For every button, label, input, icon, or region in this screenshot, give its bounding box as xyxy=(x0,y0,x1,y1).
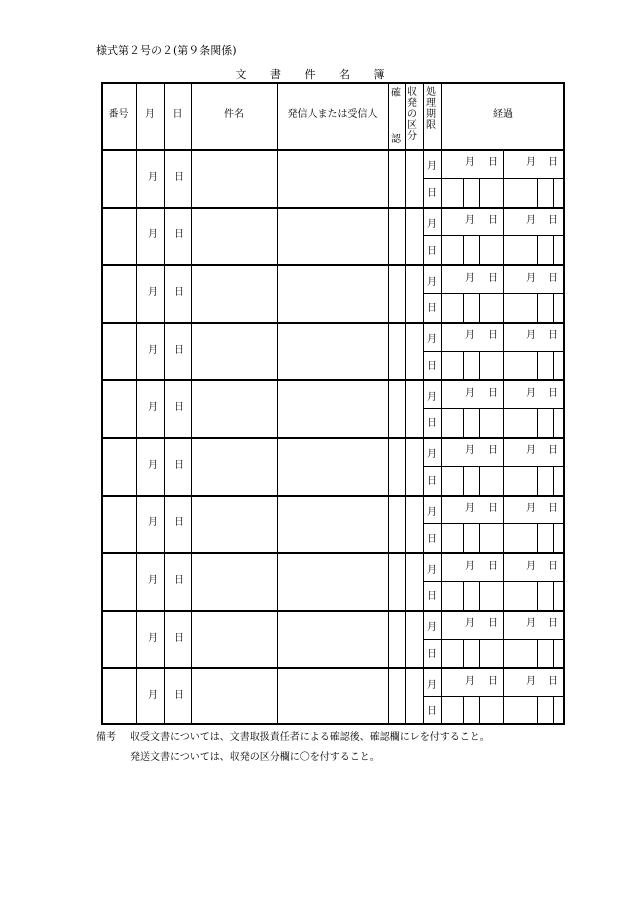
progress-month-label-2: 月 xyxy=(526,387,536,399)
deadline-split xyxy=(423,581,441,582)
progress-subcolumn xyxy=(537,235,538,264)
progress-subcolumn xyxy=(503,581,504,610)
progress-subcolumn xyxy=(553,293,554,322)
progress-subcolumn xyxy=(553,696,554,725)
progress-divider xyxy=(503,264,504,293)
progress-subcolumn xyxy=(537,351,538,380)
row-divider xyxy=(101,552,565,554)
header-confirm-top: 確 xyxy=(391,88,401,99)
progress-day-label-2: 日 xyxy=(548,675,558,687)
progress-divider xyxy=(503,149,504,178)
progress-month-label: 月 xyxy=(465,157,475,169)
progress-subcolumn xyxy=(537,696,538,725)
progress-subcolumn xyxy=(479,639,480,668)
header-deadline xyxy=(424,87,438,131)
deadline-month-label: 月 xyxy=(427,391,437,403)
progress-month-label: 月 xyxy=(465,330,475,342)
progress-day-label-1: 日 xyxy=(488,157,498,169)
column-line xyxy=(164,82,165,725)
progress-divider xyxy=(503,667,504,696)
progress-subcolumn xyxy=(553,581,554,610)
progress-month-label-2: 月 xyxy=(526,675,536,687)
deadline-day-label: 日 xyxy=(427,360,437,372)
progress-subcolumn xyxy=(537,581,538,610)
row-day-label: 日 xyxy=(174,517,184,529)
progress-day-label-1: 日 xyxy=(488,503,498,514)
send-receive-type-char: 区 xyxy=(407,120,417,131)
column-line xyxy=(277,82,278,725)
progress-day-label-1: 日 xyxy=(488,387,498,399)
header-day: 日 xyxy=(172,109,183,120)
header-number: 番号 xyxy=(108,109,129,120)
deadline-split xyxy=(423,408,441,409)
progress-subcolumn xyxy=(463,293,464,322)
deadline-day-label: 日 xyxy=(427,303,437,315)
send-receive-type-char: 分 xyxy=(407,131,417,142)
deadline-split xyxy=(423,178,441,179)
remarks xyxy=(96,728,490,768)
row-day-label: 日 xyxy=(174,344,184,356)
progress-month-label-2: 月 xyxy=(526,157,536,169)
progress-day-label-1: 日 xyxy=(488,272,498,284)
progress-subcolumn xyxy=(537,408,538,437)
progress-day-label-1: 日 xyxy=(488,675,498,687)
deadline-month-label: 月 xyxy=(427,334,437,346)
progress-subcolumn xyxy=(463,466,464,495)
progress-subcolumn xyxy=(503,178,504,207)
deadline-month-label: 月 xyxy=(427,564,437,576)
progress-month-label: 月 xyxy=(465,618,475,630)
progress-subcolumn xyxy=(463,235,464,264)
deadline-month-label: 月 xyxy=(427,161,437,173)
row-month-label: 月 xyxy=(148,632,158,644)
deadline-split xyxy=(423,235,441,236)
deadline-month-label: 月 xyxy=(427,219,437,231)
progress-subcolumn xyxy=(463,408,464,437)
row-month-label: 月 xyxy=(148,517,158,529)
row-month-label: 月 xyxy=(148,402,158,414)
progress-day-label-2: 日 xyxy=(548,215,558,226)
deadline-split xyxy=(423,523,441,524)
progress-subcolumn xyxy=(553,466,554,495)
progress-subcolumn xyxy=(503,351,504,380)
header-sender-receiver: 発信人または受信人 xyxy=(287,109,378,120)
row-divider xyxy=(101,495,565,497)
deadline-day-label: 日 xyxy=(427,591,437,603)
send-receive-type-char: の xyxy=(407,109,417,120)
progress-subcolumn xyxy=(503,235,504,264)
column-line xyxy=(136,82,137,725)
row-divider xyxy=(101,322,565,324)
header-confirm-bottom: 認 xyxy=(391,134,401,145)
progress-subcolumn xyxy=(463,351,464,380)
progress-subcolumn xyxy=(479,581,480,610)
progress-subcolumn xyxy=(553,408,554,437)
progress-divider xyxy=(503,207,504,236)
progress-subcolumn xyxy=(537,639,538,668)
progress-divider xyxy=(503,610,504,639)
progress-subcolumn xyxy=(553,178,554,207)
progress-month-label-2: 月 xyxy=(526,618,536,630)
header-subject: 件名 xyxy=(224,109,244,120)
row-divider xyxy=(101,264,565,266)
row-divider xyxy=(101,667,565,669)
deadline-day-label: 日 xyxy=(427,533,437,545)
progress-day-label-1: 日 xyxy=(488,618,498,630)
progress-month-label-2: 月 xyxy=(526,445,536,457)
progress-day-label-2: 日 xyxy=(548,560,558,572)
progress-subcolumn xyxy=(503,408,504,437)
progress-day-label-2: 日 xyxy=(548,445,558,457)
row-divider xyxy=(101,610,565,612)
deadline-month-label: 月 xyxy=(427,622,437,634)
progress-month-label: 月 xyxy=(465,387,475,399)
row-day-label: 日 xyxy=(174,402,184,414)
progress-day-label-2: 日 xyxy=(548,618,558,630)
progress-subcolumn xyxy=(503,466,504,495)
row-month-label: 月 xyxy=(148,287,158,298)
progress-subcolumn xyxy=(463,523,464,552)
row-month-label: 月 xyxy=(148,575,158,586)
progress-divider xyxy=(503,495,504,524)
column-line xyxy=(388,82,389,725)
progress-subcolumn xyxy=(463,696,464,725)
progress-subcolumn xyxy=(503,696,504,725)
deadline-month-label: 月 xyxy=(427,679,437,691)
progress-subcolumn xyxy=(479,466,480,495)
form-number: 様式第２号の２(第９条関係) xyxy=(96,44,237,57)
progress-subcolumn xyxy=(463,581,464,610)
deadline-char: 期 xyxy=(426,109,436,120)
progress-month-label: 月 xyxy=(465,560,475,572)
progress-day-label-2: 日 xyxy=(548,330,558,342)
row-day-label: 日 xyxy=(174,575,184,586)
row-day-label: 日 xyxy=(174,287,184,298)
progress-day-label-2: 日 xyxy=(548,157,558,169)
row-day-label: 日 xyxy=(174,229,184,241)
progress-month-label-2: 月 xyxy=(526,215,536,226)
remarks-line-2: 発送文書については、収発の区分欄に〇を付すること。 xyxy=(130,752,380,763)
deadline-day-label: 日 xyxy=(427,475,437,487)
progress-subcolumn xyxy=(537,178,538,207)
deadline-split xyxy=(423,639,441,640)
row-month-label: 月 xyxy=(148,459,158,471)
progress-month-label: 月 xyxy=(465,675,475,687)
deadline-day-label: 日 xyxy=(427,187,437,199)
deadline-split xyxy=(423,351,441,352)
progress-day-label-2: 日 xyxy=(548,503,558,514)
progress-month-label: 月 xyxy=(465,215,475,226)
progress-month-label: 月 xyxy=(465,503,475,514)
progress-subcolumn xyxy=(503,523,504,552)
row-month-label: 月 xyxy=(148,171,158,183)
deadline-month-label: 月 xyxy=(427,507,437,519)
progress-day-label-2: 日 xyxy=(548,387,558,399)
deadline-day-label: 日 xyxy=(427,648,437,660)
progress-subcolumn xyxy=(537,293,538,322)
document-title: 文 書 件 名 簿 xyxy=(235,68,395,81)
deadline-day-label: 日 xyxy=(427,418,437,430)
progress-subcolumn xyxy=(553,523,554,552)
row-divider xyxy=(101,379,565,381)
deadline-char: 処 xyxy=(426,87,436,98)
table-border-left xyxy=(101,82,103,725)
progress-subcolumn xyxy=(479,408,480,437)
progress-day-label-1: 日 xyxy=(488,445,498,457)
row-day-label: 日 xyxy=(174,632,184,644)
remarks-line-1: 収受文書については、文書取扱責任者による確認後、確認欄にレを付すること。 xyxy=(130,732,490,743)
progress-subcolumn xyxy=(479,293,480,322)
progress-subcolumn xyxy=(553,351,554,380)
remarks-label: 備考 xyxy=(96,732,116,743)
progress-month-label: 月 xyxy=(465,445,475,457)
progress-divider xyxy=(503,379,504,408)
progress-subcolumn xyxy=(479,696,480,725)
progress-subcolumn xyxy=(553,639,554,668)
progress-subcolumn xyxy=(479,178,480,207)
progress-divider xyxy=(503,322,504,351)
progress-day-label-1: 日 xyxy=(488,560,498,572)
progress-day-label-2: 日 xyxy=(548,272,558,284)
deadline-split xyxy=(423,696,441,697)
deadline-char: 限 xyxy=(426,120,436,131)
progress-divider xyxy=(503,437,504,466)
progress-month-label-2: 月 xyxy=(526,272,536,284)
column-line xyxy=(191,82,192,725)
row-month-label: 月 xyxy=(148,690,158,702)
row-divider xyxy=(101,437,565,439)
deadline-split xyxy=(423,293,441,294)
table-border-top xyxy=(101,82,565,84)
header-divider xyxy=(101,149,565,151)
deadline-char: 理 xyxy=(426,98,436,109)
progress-month-label: 月 xyxy=(465,272,475,284)
progress-subcolumn xyxy=(503,639,504,668)
header-month: 月 xyxy=(145,109,155,120)
progress-subcolumn xyxy=(537,523,538,552)
progress-subcolumn xyxy=(503,293,504,322)
send-receive-type-char: 発 xyxy=(407,98,417,109)
row-month-label: 月 xyxy=(148,344,158,356)
progress-day-label-1: 日 xyxy=(488,330,498,342)
deadline-month-label: 月 xyxy=(427,449,437,461)
row-divider xyxy=(101,207,565,209)
row-month-label: 月 xyxy=(148,229,158,241)
progress-month-label-2: 月 xyxy=(526,560,536,572)
deadline-day-label: 日 xyxy=(427,245,437,257)
progress-divider xyxy=(503,552,504,581)
deadline-month-label: 月 xyxy=(427,276,437,288)
row-day-label: 日 xyxy=(174,459,184,471)
deadline-split xyxy=(423,466,441,467)
progress-subcolumn xyxy=(537,466,538,495)
document-register-table xyxy=(101,82,565,725)
progress-subcolumn xyxy=(463,639,464,668)
progress-subcolumn xyxy=(479,235,480,264)
row-day-label: 日 xyxy=(174,171,184,183)
progress-subcolumn xyxy=(479,523,480,552)
progress-month-label-2: 月 xyxy=(526,330,536,342)
table-border-bottom xyxy=(101,723,565,725)
progress-subcolumn xyxy=(479,351,480,380)
header-progress: 経過 xyxy=(493,109,513,120)
send-receive-type-char: 収 xyxy=(407,87,417,98)
progress-day-label-1: 日 xyxy=(488,215,498,226)
progress-subcolumn xyxy=(463,178,464,207)
header-send-receive-type xyxy=(405,87,419,142)
column-line xyxy=(405,82,406,725)
progress-month-label-2: 月 xyxy=(526,503,536,514)
progress-subcolumn xyxy=(553,235,554,264)
row-day-label: 日 xyxy=(174,690,184,702)
deadline-day-label: 日 xyxy=(427,706,437,718)
